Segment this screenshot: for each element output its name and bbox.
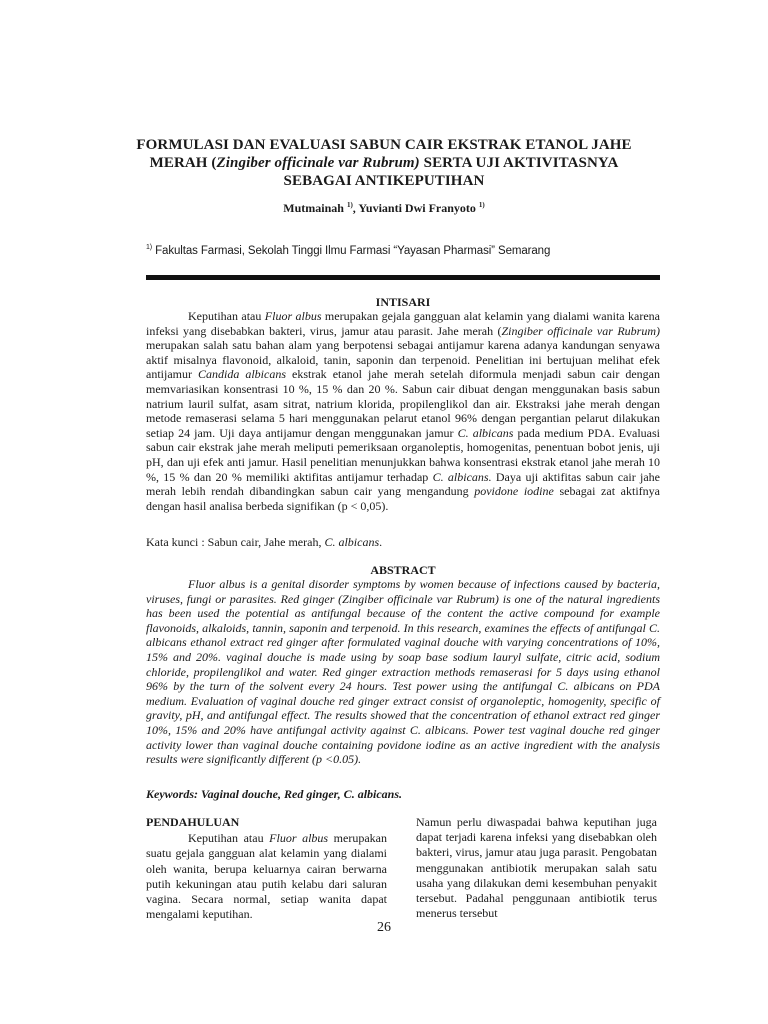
author-name: Mutmainah [283, 201, 347, 215]
author-list [120, 201, 648, 216]
affiliation-marker: 1) [478, 201, 485, 209]
text-run: merupakan suatu gejala gangguan alat kelamin yang dialami oleh wanita, berupa keluarnya cairan berwarna putih kekuningan atau putih kelabu dari saluran vagina. Secara normal, setiap wanita dapat mengalami keputihan. [146, 831, 387, 922]
intisari-body [146, 309, 660, 513]
kata-kunci [146, 535, 660, 550]
italic-run: Fluor albus [264, 309, 322, 323]
author-affiliation [146, 245, 550, 257]
text-run: Kata kunci : Sabun cair, Jahe merah, [146, 535, 325, 549]
title-line-2 [120, 154, 648, 172]
italic-run: Fluor albus [269, 831, 329, 846]
page-number: 26 [377, 920, 391, 935]
text-run: Keputihan atau [188, 831, 270, 846]
title-text: SERTA UJI AKTIVITASNYA [419, 155, 619, 171]
title-text: MERAH ( [149, 155, 217, 171]
intisari-heading: INTISARI [375, 295, 431, 309]
title-line-1: FORMULASI DAN EVALUASI SABUN CAIR EKSTRAK ETANOL JAHE [136, 137, 632, 153]
text-run: pada medium PDA. Evaluasi sabun cair ekstrak jahe merah meliputi pemeriksaan organoleptis, homogenitas, penentuan bobot jenis, uji pH, dan uji efek anti jamur. Hasil penelitian menunjukkan bahwa konsentrasi ekstrak etanol jahe merah 10 %, 15 % dan 20 % memiliki aktifitas antijamur terhadap [146, 425, 660, 484]
left-column [146, 815, 387, 922]
italic-run: Zingiber officinale var Rubrum) [501, 323, 660, 338]
text-run: . [379, 535, 383, 549]
italic-run: C. albicans. [432, 469, 492, 484]
paper-title [120, 136, 648, 190]
header-divider [146, 275, 660, 280]
author-name: , Yuvianti Dwi Franyoto [352, 201, 479, 215]
affiliation-marker: 1) [346, 201, 353, 209]
italic-run: povidone iodine [474, 484, 554, 499]
intisari-paragraph [146, 309, 660, 513]
text-run: ekstrak etanol jahe merah setelah diformula menjadi sabun cair dengan memvariasikan konsentrasi 10 %, 15 % dan 20 %. Sabun cair dibuat dengan menggunakan basis sabun natrium lauril sulfat, asam sitrat, natrium klorida, propilenglikol dan air. Ekstraksi jahe merah dengan metode remaserasi selama 5 hari menggunakan pelarut etanol 96% dengan pergantian pelarut dilakukan setiap 24 jam. Uji daya antijamur dengan menggunakan jamur [146, 367, 660, 440]
title-species: Zingiber officinale var Rubrum) [216, 155, 420, 171]
text-run: merupakan salah satu bahan alam yang berpotensi sebagai antijamur karena adanya kandungan senyawa aktif misalnya flavonoid, alkaloid, tanin, saponin dan terpenoid. Penelitian ini bertujuan melihat efek antijamur [146, 338, 660, 382]
affiliation-marker: 1) [146, 244, 153, 251]
italic-run: C. albicans [457, 425, 514, 440]
right-column [416, 815, 657, 921]
abstract-paragraph: Fluor albus is a genital disorder symptoms by women because of infections caused by bacteria, viruses, fungi or parasites. Red ginger (Zingiber officinale var Rubrum) is one of the natural ingredients has been used the potential as antifungal because of the content the active compound for example flavonoids, alkaloids, tannin, saponin and terpenoid. In this research, examines the effects of antifungal C. albicans ethanol extract red ginger after formulated vaginal douche with varying concentrations of 10%, 15% and 20%. vaginal douche is made using by soap base sodium lauryl sulfate, citric acid, sodium chloride, propilenglikol and water. Red ginger extraction methods remaserasi for 5 days using ethanol 96% by the turn of the solvent every 24 hours. Test power using the antifungal C. albicans on PDA medium. Evaluation of vaginal douche red ginger extract consist of organoleptic, homogenity, specific of gravity, pH, and antifungal effect. The results showed that the concentration of ethanol extract red ginger 10%, 15% and 20% have antifungal activity against C. albicans. Power test vaginal douche red ginger activity lower than vaginal douche containing povidone iodine as an active ingredient with the analysis results were significantly different (p <0.05). [146, 577, 660, 767]
affiliation-text: Fakultas Farmasi, Sekolah Tinggi Ilmu Farmasi “Yayasan Pharmasi” Semarang [152, 245, 551, 257]
text-run: Daya uji aktifitas sabun cair jahe merah lebih rendah dibandingkan sabun cair yang mengandung [146, 469, 661, 499]
text-run: Keputihan atau [188, 309, 265, 323]
italic-run: C. albicans [324, 535, 380, 549]
title-line-3: SEBAGAI ANTIKEPUTIHAN [283, 173, 485, 189]
abstract-body [146, 577, 660, 767]
text-run: merupakan gejala gangguan alat kelamin yang dialami wanita karena infeksi yang disebabkan bakteri, virus, jamur atau parasit. Jahe merah ( [146, 309, 660, 338]
section-heading: PENDAHULUAN [146, 815, 240, 829]
italic-run: Candida albicans [198, 367, 287, 382]
body-paragraph [146, 831, 387, 922]
abstract-heading: ABSTRACT [370, 563, 436, 577]
keywords-line: Keywords: Vaginal douche, Red ginger, C. albicans. [146, 787, 403, 801]
text-run: sebagai zat aktifnya dengan hasil analisa berbeda signifikan (p < 0,05). [146, 484, 660, 513]
body-paragraph: Namun perlu diwaspadai bahwa keputihan juga dapat terjadi karena infeksi yang disebabkan oleh bakteri, virus, jamur atau juga parasit. Pengobatan menggunakan antibiotik merupakan salah satu usaha yang dilakukan demi kesembuhan penyakit tersebut. Padahal penggunaan antibiotik terus menerus tersebut [416, 815, 657, 921]
